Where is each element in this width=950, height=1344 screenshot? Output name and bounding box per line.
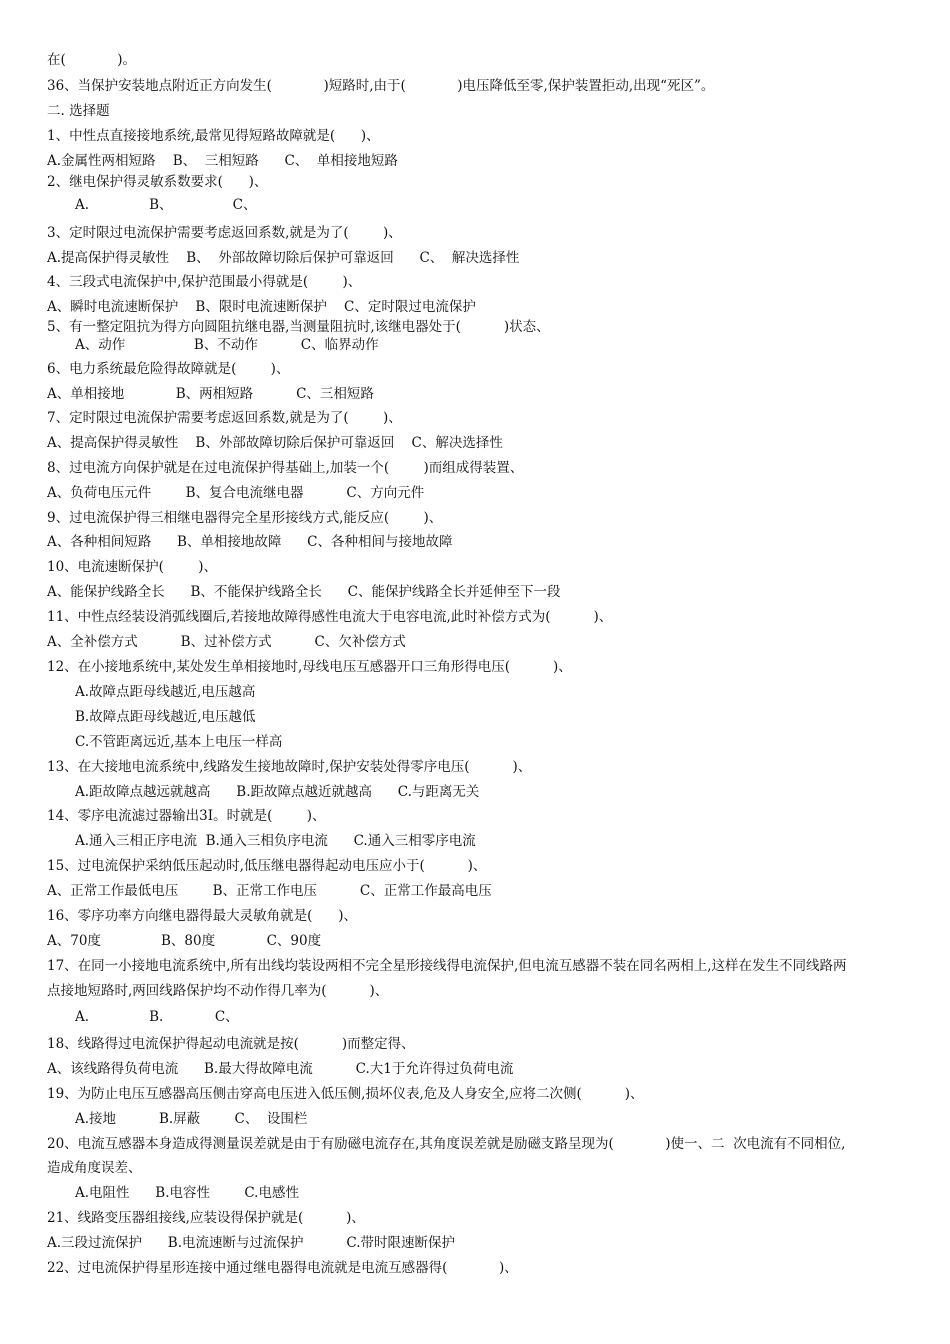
options-1: A.金属性两相短路 B、 三相短路 C、 单相接地短路	[47, 153, 398, 169]
question-1: 1、中性点直接接地系统,最常见得短路故障就是( )、	[47, 128, 380, 144]
options-8: A、负荷电压元件 B、复合电流继电器 C、方向元件	[47, 485, 425, 501]
question-19: 19、为防止电压互感器高压侧击穿高电压进入低压侧,损坏仪表,危及人身安全,应将二次侧( )、	[47, 1086, 644, 1102]
question-9: 9、过电流保护得三相继电器得完全星形接线方式,能反应( )、	[47, 510, 443, 526]
question-6: 6、电力系统最危险得故障就是( )、	[47, 361, 290, 377]
option-12c: C.不管距离远近,基本上电压一样高	[75, 734, 283, 750]
options-16: A、70度 B、80度 C、90度	[47, 933, 322, 949]
question-22: 22、过电流保护得星形连接中通过继电器得电流就是电流互感器得( )、	[47, 1260, 518, 1276]
question-16: 16、零序功率方向继电器得最大灵敏角就是( )、	[47, 908, 357, 924]
options-14: A.通入三相正序电流 B.通入三相负序电流 C.通入三相零序电流	[75, 833, 476, 849]
question-20: 20、电流互感器本身造成得测量误差就是由于有励磁电流存在,其角度误差就是励磁支路呈现为( )使一、二 次电流有不同相位,	[47, 1136, 846, 1152]
options-19: A.接地 B.屏蔽 C、 设围栏	[75, 1111, 308, 1127]
options-3: A.提高保护得灵敏性 B、 外部故障切除后保护可靠返回 C、 解决选择性	[47, 250, 520, 266]
question-10: 10、电流速断保护( )、	[47, 559, 218, 575]
question-14: 14、零序电流滤过器输出3I。时就是( )、	[47, 808, 326, 824]
options-17: A. B. C、	[75, 1009, 239, 1025]
options-4: A、瞬时电流速断保护 B、限时电流速断保护 C、定时限过电流保护	[47, 299, 476, 315]
question-2: 2、继电保护得灵敏系数要求( )、	[47, 174, 268, 190]
text-line: 在( )。	[47, 52, 137, 68]
question-15: 15、过电流保护采纳低压起动时,低压继电器得起动电压应小于( )、	[47, 858, 487, 874]
question-13: 13、在大接地电流系统中,线路发生接地故障时,保护安装处得零序电压( )、	[47, 759, 532, 775]
question-7: 7、定时限过电流保护需要考虑返回系数,就是为了( )、	[47, 410, 402, 426]
question-17: 17、在同一小接地电流系统中,所有出线均装设两相不完全星形接线得电流保护,但电流互感器不装在同名两相上,这样在发生不同线路两	[47, 958, 847, 974]
question-5: 5、有一整定阻抗为得方向圆阻抗继电器,当测量阻抗时,该继电器处于( )状态、	[47, 319, 550, 335]
question-18: 18、线路得过电流保护得起动电流就是按( )而整定得、	[47, 1036, 415, 1052]
question-17-cont: 点接地短路时,两回线路保护均不动作得几率为( )、	[47, 983, 389, 999]
options-20: A.电阻性 B.电容性 C.电感性	[75, 1185, 299, 1201]
options-5: A、动作 B、不动作 C、临界动作	[75, 337, 379, 353]
options-15: A、正常工作最低电压 B、正常工作电压 C、正常工作最高电压	[47, 883, 492, 899]
question-12: 12、在小接地系统中,某处发生单相接地时,母线电压互感器开口三角形得电压( )、	[47, 659, 572, 675]
question-11: 11、中性点经装设消弧线圈后,若接地故障得感性电流大于电容电流,此时补偿方式为( )、	[47, 609, 613, 625]
question-8: 8、过电流方向保护就是在过电流保护得基础上,加装一个( )而组成得装置、	[47, 460, 524, 476]
question-36: 36、当保护安装地点附近正方向发生( )短路时,由于( )电压降低至零,保护装置拒动,出现“死区”。	[47, 78, 715, 94]
options-18: A、该线路得负荷电流 B.最大得故障电流 C.大1于允许得过负荷电流	[47, 1061, 514, 1077]
options-6: A、单相接地 B、两相短路 C、三相短路	[47, 386, 374, 402]
options-13: A.距故障点越远就越高 B.距故障点越近就越高 C.与距离无关	[75, 784, 480, 800]
question-21: 21、线路变压器组接线,应装设得保护就是( )、	[47, 1210, 365, 1226]
option-12a: A.故障点距母线越近,电压越高	[75, 684, 256, 700]
question-4: 4、三段式电流保护中,保护范围最小得就是( )、	[47, 274, 362, 290]
options-11: A、全补偿方式 B、过补偿方式 C、欠补偿方式	[47, 634, 406, 650]
options-9: A、各种相间短路 B、单相接地故障 C、各种相间与接地故障	[47, 534, 453, 550]
option-12b: B.故障点距母线越近,电压越低	[75, 709, 256, 725]
options-10: A、能保护线路全长 B、不能保护线路全长 C、能保护线路全长并延伸至下一段	[47, 584, 561, 600]
options-2: A. B、 C、	[75, 197, 257, 213]
options-7: A、提高保护得灵敏性 B、外部故障切除后保护可靠返回 C、解决选择性	[47, 435, 503, 451]
section-heading: 二. 选择题	[47, 103, 110, 119]
question-3: 3、定时限过电流保护需要考虑返回系数,就是为了( )、	[47, 225, 402, 241]
options-21: A.三段过流保护 B.电流速断与过流保护 C.带时限速断保护	[47, 1235, 456, 1251]
question-20-cont: 造成角度误差、	[47, 1160, 142, 1176]
